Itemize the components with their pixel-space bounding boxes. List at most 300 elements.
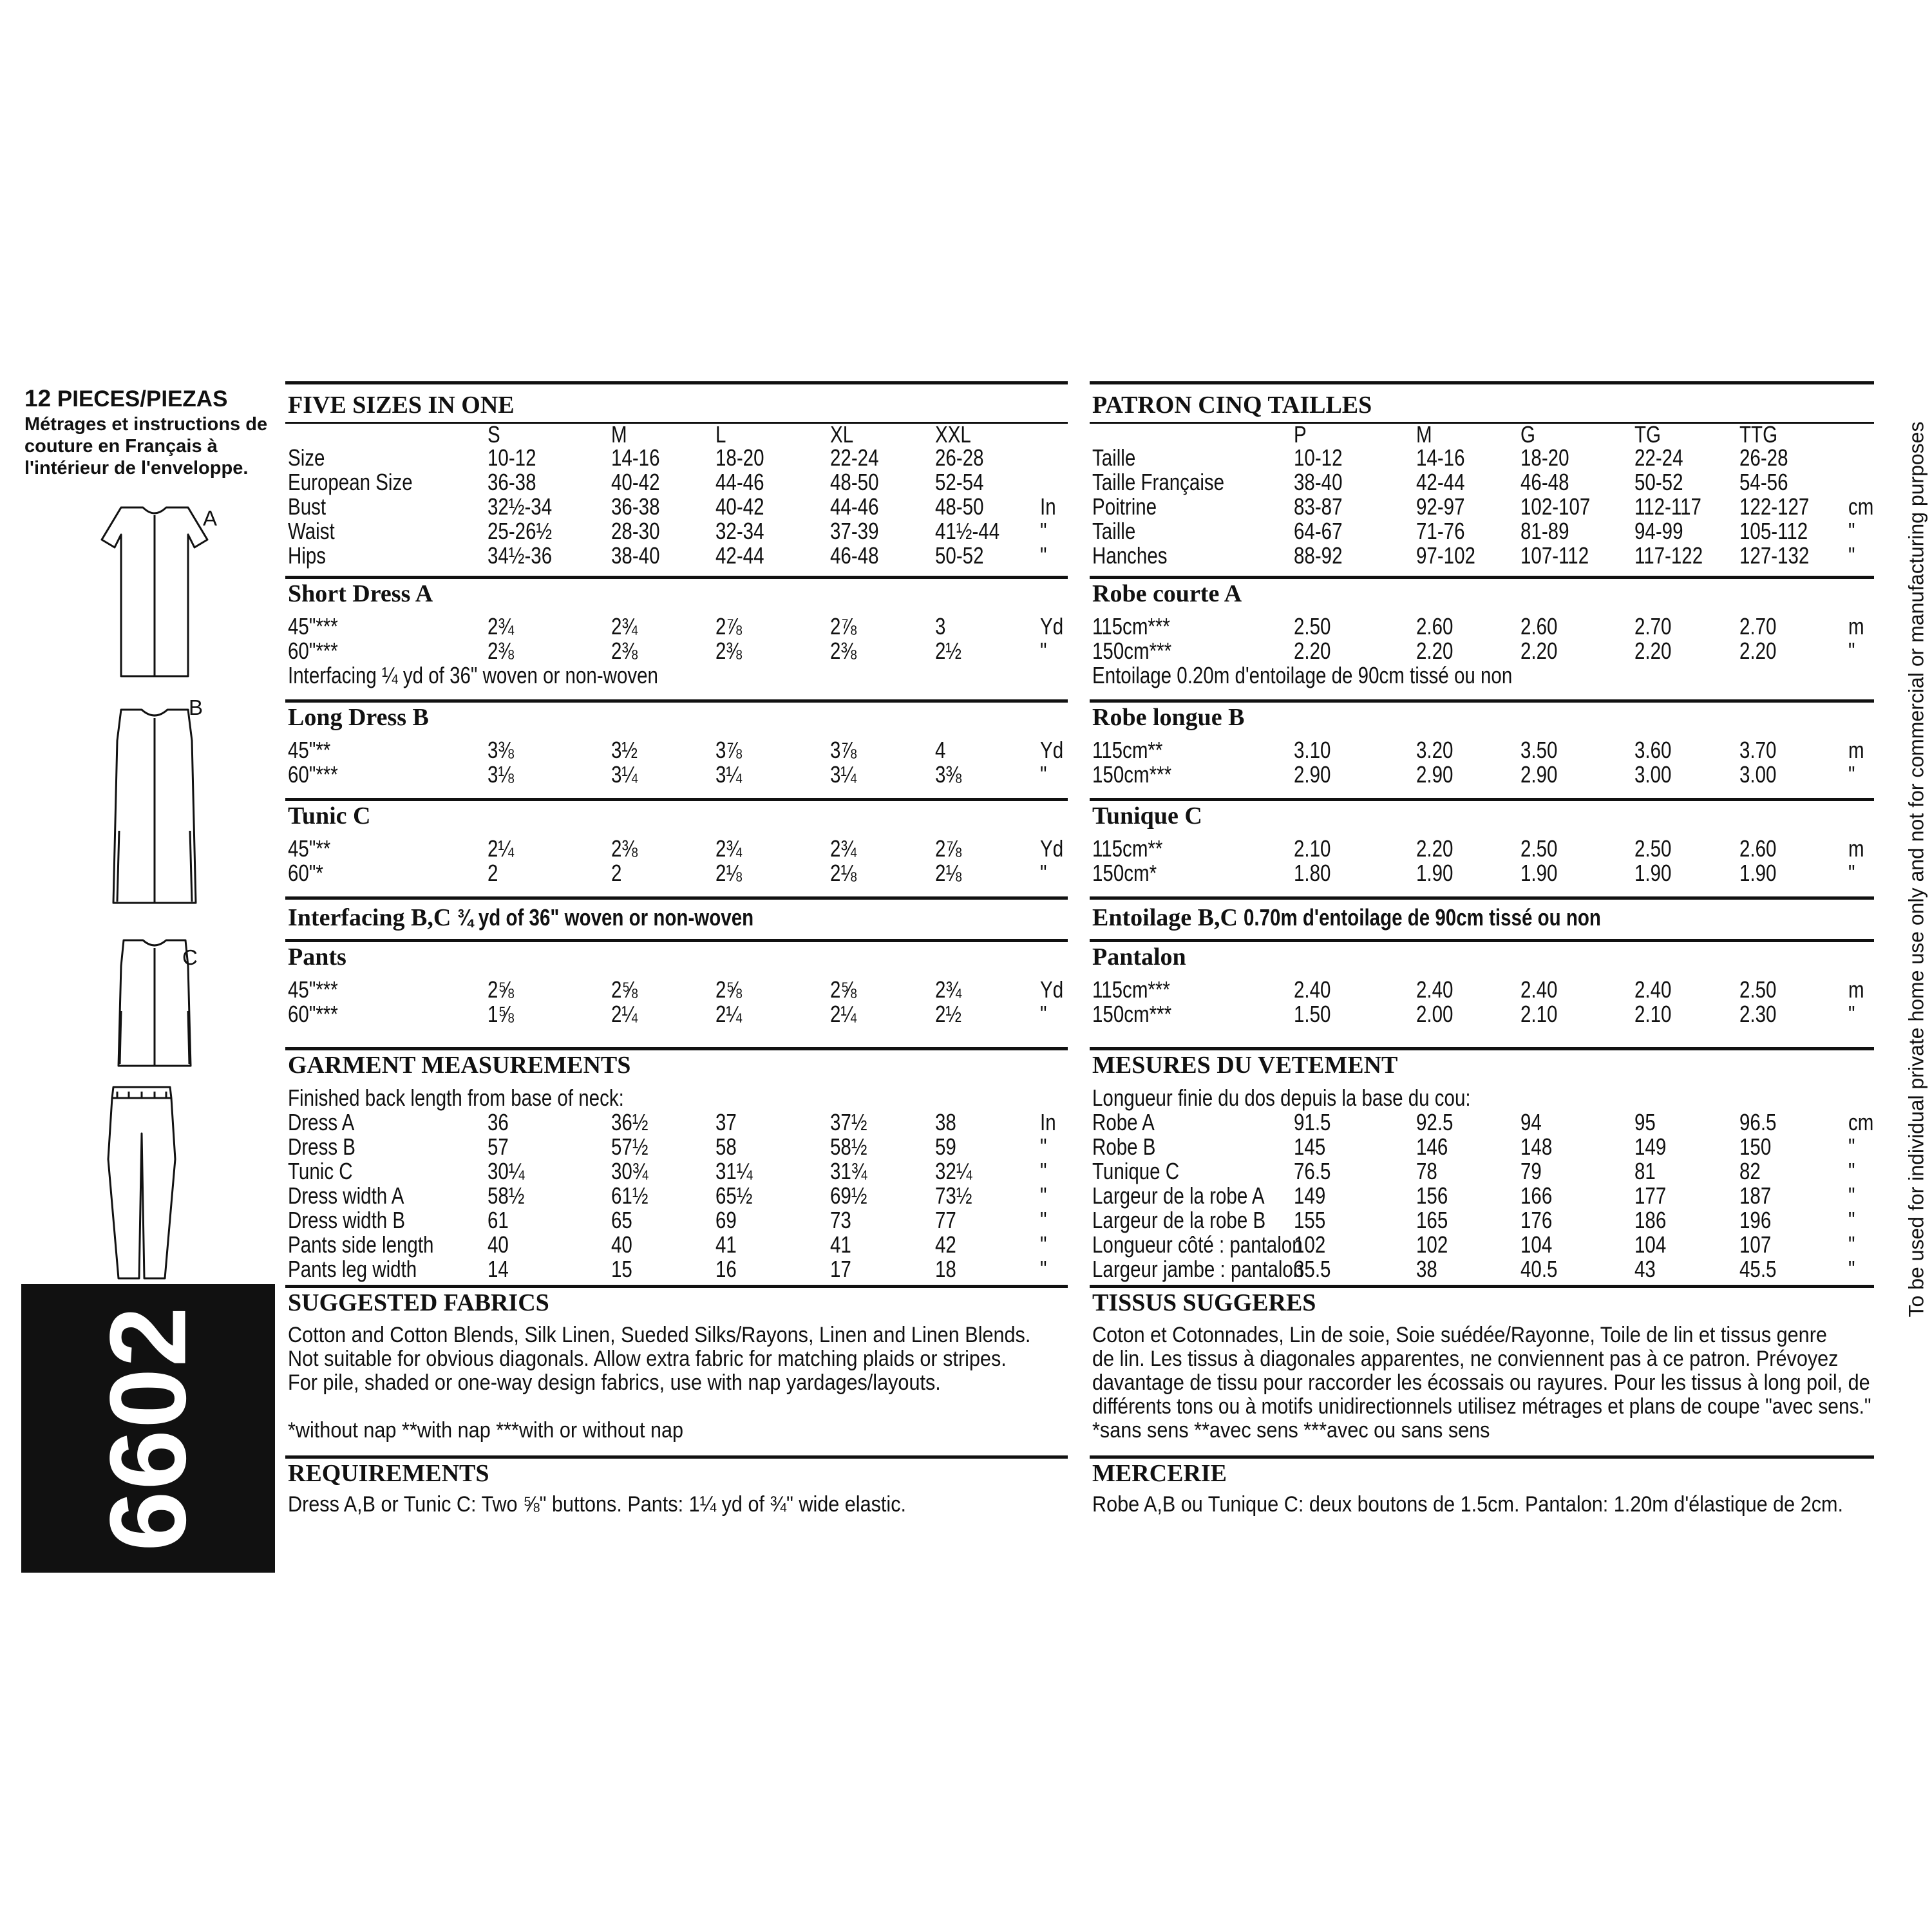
measurement-row-value: 41 — [715, 1231, 737, 1258]
section-rule-heavy — [1090, 699, 1874, 703]
size-row-value: 44-46 — [715, 469, 764, 495]
measurement-row-value: 177 — [1634, 1182, 1667, 1209]
measurement-row-value: 104 — [1634, 1231, 1667, 1258]
measurement-row-value: 150 — [1739, 1133, 1772, 1160]
pants-drawing — [108, 1087, 175, 1278]
yardage-row-unit: m — [1848, 835, 1864, 862]
size-row-label: Hanches — [1092, 542, 1168, 569]
measurement-row-value: 187 — [1739, 1182, 1772, 1209]
tunic-c-drawing — [118, 940, 191, 1066]
measurement-row-unit: cm — [1848, 1109, 1874, 1135]
yardage-row-label: 150cm*** — [1092, 761, 1172, 788]
yardage-row-value: 2¾ — [488, 613, 515, 639]
size-header: TTG — [1739, 421, 1778, 448]
yardage-row-unit: " — [1848, 1001, 1855, 1027]
garment-line-drawings — [0, 0, 283, 1288]
yardage-row-unit: Yd — [1040, 835, 1064, 862]
measurement-row-value: 149 — [1294, 1182, 1326, 1209]
yardage-row-value: 2¼ — [488, 835, 515, 862]
yardage-row-value: 2⅜ — [611, 835, 638, 862]
size-row-value: 46-48 — [1520, 469, 1569, 495]
yardage-row-value: 2.50 — [1294, 613, 1331, 639]
size-row-unit: " — [1040, 518, 1047, 544]
measurement-row-value: 58 — [715, 1133, 737, 1160]
yardage-row-value: 1⅝ — [488, 1001, 515, 1027]
fabric-section-title: Tunic C — [288, 802, 371, 829]
interfacing-text: ¾ yd of 36" woven or non-woven — [457, 904, 753, 931]
measurement-row-value: 81 — [1634, 1158, 1656, 1184]
garment-subtitle: Longueur finie du dos depuis la base du cou: — [1092, 1084, 1471, 1111]
measurement-row-value: 61½ — [611, 1182, 649, 1209]
section-rule-heavy — [285, 1047, 1068, 1050]
yardage-row-unit: m — [1848, 737, 1864, 763]
yardage-row-value: 2.20 — [1294, 638, 1331, 664]
yardage-row-value: 2.60 — [1416, 613, 1454, 639]
yardage-row-unit: " — [1040, 638, 1047, 664]
size-row-value: 38-40 — [1294, 469, 1343, 495]
measurement-row-label: Pants leg width — [288, 1256, 417, 1282]
usage-disclaimer: To be used for individual private home use only and not for commercial or manufacturing purposes — [1904, 421, 1928, 1318]
size-row-value: 122-127 — [1739, 493, 1810, 520]
yardage-row-value: 1.90 — [1416, 860, 1454, 886]
measurement-row-unit: " — [1040, 1158, 1047, 1184]
size-row-value: 112-117 — [1634, 493, 1701, 520]
yardage-row-value: 2⅞ — [935, 835, 962, 862]
measurement-row-unit: " — [1848, 1182, 1855, 1209]
english-panel — [285, 381, 1068, 1573]
requirements-text: Dress A,B or Tunic C: Two ⅝" buttons. Pants: 1¼ yd of ¾" wide elastic. — [288, 1492, 907, 1517]
yardage-row-value: 2¾ — [830, 835, 857, 862]
panel-title: FIVE SIZES IN ONE — [288, 392, 515, 419]
measurement-row-value: 42 — [935, 1231, 956, 1258]
section-rule-heavy — [285, 939, 1068, 942]
yardage-row-value: 3⅜ — [488, 737, 515, 763]
measurement-row-label: Pants side length — [288, 1231, 434, 1258]
size-row-value: 22-24 — [830, 444, 879, 471]
yardage-row-value: 3½ — [611, 737, 638, 763]
measurement-row-label: Largeur de la robe B — [1092, 1207, 1266, 1233]
yardage-row-value: 2¾ — [935, 976, 962, 1003]
size-row-value: 92-97 — [1416, 493, 1465, 520]
measurement-row-value: 41 — [830, 1231, 851, 1258]
measurement-row-unit: " — [1040, 1182, 1047, 1209]
measurement-row-value: 18 — [935, 1256, 956, 1282]
yardage-row-label: 60"*** — [288, 638, 338, 664]
yardage-row-unit: Yd — [1040, 737, 1064, 763]
section-rule-heavy — [285, 1285, 1068, 1288]
size-row-unit: " — [1040, 542, 1047, 569]
size-row-unit: " — [1848, 542, 1855, 569]
size-row-value: 46-48 — [830, 542, 879, 569]
measurement-row-value: 82 — [1739, 1158, 1761, 1184]
section-rule-heavy — [285, 699, 1068, 703]
size-row-value: 97-102 — [1416, 542, 1475, 569]
yardage-row-value: 2⅝ — [488, 976, 515, 1003]
french-instructions-note: Métrages et instructions de couture en Français à l'intérieur de l'enveloppe. — [24, 414, 268, 478]
size-row-unit: cm — [1848, 493, 1874, 520]
measurement-row-value: 69½ — [830, 1182, 867, 1209]
yardage-row-value: 2½ — [935, 638, 962, 664]
measurement-row-value: 77 — [935, 1207, 956, 1233]
measurement-row-value: 155 — [1294, 1207, 1326, 1233]
measurement-row-value: 145 — [1294, 1133, 1326, 1160]
measurement-row-value: 58½ — [488, 1182, 525, 1209]
yardage-row-label: 60"*** — [288, 1001, 338, 1027]
yardage-row-label: 150cm*** — [1092, 638, 1172, 664]
measurement-row-value: 148 — [1520, 1133, 1553, 1160]
yardage-row-value: 3.50 — [1520, 737, 1558, 763]
size-row-value: 41½-44 — [935, 518, 1000, 544]
measurement-row-value: 176 — [1520, 1207, 1553, 1233]
size-row-value: 48-50 — [935, 493, 984, 520]
measurement-row-value: 73½ — [935, 1182, 972, 1209]
measurement-row-value: 40 — [488, 1231, 509, 1258]
size-header: M — [611, 421, 627, 448]
section-rule-heavy — [1090, 896, 1874, 900]
measurement-row-value: 58½ — [830, 1133, 867, 1160]
nap-legend: *without nap **with nap ***with or without nap — [288, 1418, 684, 1443]
measurement-row-value: 146 — [1416, 1133, 1448, 1160]
yardage-row-value: 2 — [488, 860, 498, 886]
yardage-row-value: 2⅜ — [715, 638, 743, 664]
measurement-row-unit: " — [1848, 1207, 1855, 1233]
panel-title: PATRON CINQ TAILLES — [1092, 392, 1372, 419]
size-row-value: 42-44 — [1416, 469, 1465, 495]
yardage-row-value: 3¼ — [830, 761, 857, 788]
yardage-row-unit: " — [1040, 860, 1047, 886]
interfacing-line — [288, 905, 819, 931]
measurement-row-value: 36½ — [611, 1109, 649, 1135]
yardage-row-value: 3⅞ — [830, 737, 857, 763]
measurement-row-value: 69 — [715, 1207, 737, 1233]
measurement-row-label: Longueur côté : pantalon — [1092, 1231, 1303, 1258]
yardage-row-value: 3.00 — [1634, 761, 1672, 788]
pattern-number: 6602 — [87, 1305, 209, 1551]
size-row-value: 28-30 — [611, 518, 660, 544]
fabric-section-title: Tunique C — [1092, 802, 1202, 829]
measurement-row-unit: " — [1848, 1256, 1855, 1282]
yardage-row-value: 2⅛ — [935, 860, 962, 886]
size-row-value: 50-52 — [1634, 469, 1683, 495]
size-header: L — [715, 421, 726, 448]
garment-subtitle: Finished back length from base of neck: — [288, 1084, 624, 1111]
fabrics-line: For pile, shaded or one-way design fabrics, use with nap yardages/layouts. — [288, 1370, 941, 1395]
measurement-row-value: 104 — [1520, 1231, 1553, 1258]
yardage-row-value: 2⅛ — [715, 860, 743, 886]
yardage-row-unit: Yd — [1040, 613, 1064, 639]
yardage-row-value: 2.40 — [1416, 976, 1454, 1003]
measurement-row-value: 65½ — [715, 1182, 753, 1209]
yardage-row-unit: m — [1848, 613, 1864, 639]
section-rule-heavy — [1090, 798, 1874, 801]
measurement-row-label: Largeur de la robe A — [1092, 1182, 1265, 1209]
yardage-row-value: 2.20 — [1634, 638, 1672, 664]
section-rule-heavy — [1090, 576, 1874, 579]
measurement-row-value: 37½ — [830, 1109, 867, 1135]
measurement-row-value: 17 — [830, 1256, 851, 1282]
measurement-row-value: 73 — [830, 1207, 851, 1233]
measurement-row-unit: " — [1848, 1158, 1855, 1184]
yardage-row-value: 2.60 — [1520, 613, 1558, 639]
fabric-section-title: Robe courte A — [1092, 580, 1242, 607]
yardage-row-value: 2.20 — [1416, 638, 1454, 664]
size-row-label: Taille — [1092, 518, 1136, 544]
yardage-row-value: 2.40 — [1294, 976, 1331, 1003]
yardage-row-value: 3¼ — [715, 761, 743, 788]
fabrics-line: différents tons ou à motifs unidirectionnels utilisez métrages et plans de coupe "avec sens." — [1092, 1394, 1871, 1419]
size-row-value: 81-89 — [1520, 518, 1569, 544]
size-row-value: 36-38 — [488, 469, 536, 495]
size-row-value: 34½-36 — [488, 542, 553, 569]
size-row-value: 44-46 — [830, 493, 879, 520]
measurement-row-value: 30¼ — [488, 1158, 525, 1184]
requirements-title: MERCERIE — [1092, 1460, 1227, 1487]
yardage-row-value: 2.60 — [1739, 835, 1777, 862]
size-row-value: 88-92 — [1294, 542, 1343, 569]
yardage-row-value: 2⅞ — [715, 613, 743, 639]
size-row-label: Taille — [1092, 444, 1136, 471]
yardage-row-value: 2.50 — [1739, 976, 1777, 1003]
measurement-row-value: 92.5 — [1416, 1109, 1454, 1135]
yardage-row-value: 2½ — [935, 1001, 962, 1027]
size-header: XL — [830, 421, 854, 448]
yardage-row-unit: " — [1040, 1001, 1047, 1027]
section-rule-heavy — [1090, 1285, 1874, 1288]
fabrics-line: Coton et Cotonnades, Lin de soie, Soie suédée/Rayonne, Toile de lin et tissus genre — [1092, 1323, 1827, 1347]
section-rule-heavy — [1090, 939, 1874, 942]
size-row-value: 52-54 — [935, 469, 984, 495]
yardage-row-value: 2.00 — [1416, 1001, 1454, 1027]
measurement-row-value: 57½ — [611, 1133, 649, 1160]
measurement-row-value: 65 — [611, 1207, 632, 1233]
yardage-row-value: 2.10 — [1520, 1001, 1558, 1027]
size-row-value: 37-39 — [830, 518, 879, 544]
measurement-row-label: Robe B — [1092, 1133, 1156, 1160]
yardage-row-value: 3.00 — [1739, 761, 1777, 788]
yardage-row-value: 2⅜ — [830, 638, 857, 664]
yardage-row-value: 3⅜ — [935, 761, 962, 788]
view-label-c: C — [182, 945, 198, 969]
fabric-section-title: Long Dress B — [288, 704, 429, 731]
yardage-row-label: 115cm** — [1092, 737, 1163, 763]
measurement-row-value: 16 — [715, 1256, 737, 1282]
yardage-row-value: 2.40 — [1634, 976, 1672, 1003]
section-rule-heavy — [285, 1455, 1068, 1459]
size-header: TG — [1634, 421, 1661, 448]
measurement-row-value: 31¼ — [715, 1158, 753, 1184]
yardage-row-unit: " — [1040, 761, 1047, 788]
yardage-row-label: 115cm*** — [1092, 976, 1170, 1003]
measurement-row-value: 94 — [1520, 1109, 1542, 1135]
measurement-row-value: 38 — [1416, 1256, 1437, 1282]
yardage-row-value: 2¾ — [715, 835, 743, 862]
measurement-row-value: 37 — [715, 1109, 737, 1135]
measurement-row-label: Robe A — [1092, 1109, 1155, 1135]
interfacing-line — [1092, 905, 1680, 931]
section-rule-heavy — [1090, 1455, 1874, 1459]
measurement-row-unit: " — [1040, 1256, 1047, 1282]
measurement-row-value: 32¼ — [935, 1158, 972, 1184]
size-row-value: 83-87 — [1294, 493, 1343, 520]
view-label-b: B — [189, 696, 204, 719]
size-row-value: 14-16 — [1416, 444, 1465, 471]
yardage-row-unit: Yd — [1040, 976, 1064, 1003]
yardage-row-value: 1.90 — [1520, 860, 1558, 886]
size-header: XXL — [935, 421, 971, 448]
section-rule-heavy — [285, 798, 1068, 801]
measurement-row-value: 15 — [611, 1256, 632, 1282]
yardage-row-label: 150cm* — [1092, 860, 1157, 886]
suggested-fabrics-title: TISSUS SUGGERES — [1092, 1289, 1316, 1316]
measurement-row-value: 36 — [488, 1109, 509, 1135]
size-row-value: 42-44 — [715, 542, 764, 569]
measurement-row-value: 38 — [935, 1109, 956, 1135]
size-row-value: 25-26½ — [488, 518, 553, 544]
section-rule-heavy — [285, 381, 1068, 384]
yardage-row-label: 60"* — [288, 860, 323, 886]
yardage-row-value: 2⅜ — [611, 638, 638, 664]
measurement-row-value: 35.5 — [1294, 1256, 1331, 1282]
measurement-row-unit: In — [1040, 1109, 1056, 1135]
yardage-row-value: 2.10 — [1634, 1001, 1672, 1027]
size-row-label: Bust — [288, 493, 327, 520]
size-row-value: 40-42 — [715, 493, 764, 520]
measurement-row-value: 40.5 — [1520, 1256, 1558, 1282]
yardage-row-value: 2.70 — [1739, 613, 1777, 639]
suggested-fabrics-title: SUGGESTED FABRICS — [288, 1289, 549, 1316]
yardage-row-value: 2⅞ — [830, 613, 857, 639]
measurement-row-value: 45.5 — [1739, 1256, 1777, 1282]
size-header: P — [1294, 421, 1307, 448]
measurement-row-value: 165 — [1416, 1207, 1448, 1233]
yardage-row-value: 3⅞ — [715, 737, 743, 763]
yardage-row-unit: " — [1848, 761, 1855, 788]
size-row-value: 18-20 — [1520, 444, 1569, 471]
measurement-row-value: 78 — [1416, 1158, 1437, 1184]
yardage-row-value: 2¼ — [715, 1001, 743, 1027]
measurement-row-value: 31¾ — [830, 1158, 867, 1184]
size-row-value: 10-12 — [1294, 444, 1343, 471]
size-row-value: 22-24 — [1634, 444, 1683, 471]
interfacing-title: Interfacing B,C — [288, 904, 451, 931]
size-header: M — [1416, 421, 1432, 448]
yardage-row-label: 45"** — [288, 737, 331, 763]
yardage-row-value: 3 — [935, 613, 946, 639]
yardage-row-label: 115cm** — [1092, 835, 1163, 862]
measurement-row-value: 79 — [1520, 1158, 1542, 1184]
measurement-row-label: Dress width B — [288, 1207, 406, 1233]
measurement-row-label: Dress width A — [288, 1182, 404, 1209]
interfacing-text: 0.70m d'entoilage de 90cm tissé ou non — [1244, 904, 1602, 931]
measurement-row-value: 149 — [1634, 1133, 1667, 1160]
measurement-row-label: Tunique C — [1092, 1158, 1180, 1184]
size-row-value: 48-50 — [830, 469, 879, 495]
size-row-value: 50-52 — [935, 542, 984, 569]
interfacing-note: Interfacing ¼ yd of 36" woven or non-woven — [288, 662, 658, 688]
yardage-row-value: 2.90 — [1294, 761, 1331, 788]
yardage-row-label: 45"*** — [288, 976, 338, 1003]
measurement-row-value: 196 — [1739, 1207, 1772, 1233]
yardage-row-value: 3¼ — [611, 761, 638, 788]
measurement-row-unit: " — [1040, 1231, 1047, 1258]
yardage-row-value: 4 — [935, 737, 946, 763]
yardage-row-value: 2¼ — [830, 1001, 857, 1027]
size-row-value: 26-28 — [1739, 444, 1788, 471]
interfacing-title: Entoilage B,C — [1092, 904, 1238, 931]
size-row-value: 94-99 — [1634, 518, 1683, 544]
size-row-unit: In — [1040, 493, 1056, 520]
measurement-row-label: Tunic C — [288, 1158, 353, 1184]
nap-legend: *sans sens **avec sens ***avec ou sans sens — [1092, 1418, 1490, 1443]
measurement-row-value: 186 — [1634, 1207, 1667, 1233]
measurement-row-unit: " — [1848, 1231, 1855, 1258]
yardage-row-value: 3.60 — [1634, 737, 1672, 763]
size-row-value: 40-42 — [611, 469, 660, 495]
garment-measurements-title: GARMENT MEASUREMENTS — [288, 1052, 631, 1079]
measurement-row-unit: " — [1040, 1207, 1047, 1233]
fabric-section-title: Short Dress A — [288, 580, 433, 607]
section-rule-heavy — [285, 576, 1068, 579]
size-row-value: 107-112 — [1520, 542, 1589, 569]
measurement-row-value: 102 — [1416, 1231, 1448, 1258]
long-dress-b-drawing — [113, 710, 196, 903]
size-row-value: 32-34 — [715, 518, 764, 544]
yardage-row-value: 1.80 — [1294, 860, 1331, 886]
size-row-value: 10-12 — [488, 444, 536, 471]
measurement-row-value: 43 — [1634, 1256, 1656, 1282]
size-row-value: 26-28 — [935, 444, 984, 471]
fabrics-line: Cotton and Cotton Blends, Silk Linen, Sueded Silks/Rayons, Linen and Linen Blends. — [288, 1323, 1031, 1347]
size-row-label: Size — [288, 444, 325, 471]
size-row-label: Waist — [288, 518, 335, 544]
size-row-value: 54-56 — [1739, 469, 1788, 495]
yardage-row-value: 2.70 — [1634, 613, 1672, 639]
measurement-row-value: 76.5 — [1294, 1158, 1331, 1184]
short-dress-a-drawing — [102, 507, 207, 676]
measurement-row-value: 107 — [1739, 1231, 1772, 1258]
size-row-value: 102-107 — [1520, 493, 1591, 520]
measurement-row-value: 30¾ — [611, 1158, 649, 1184]
measurement-row-label: Dress A — [288, 1109, 355, 1135]
measurement-row-value: 61 — [488, 1207, 509, 1233]
size-row-value: 18-20 — [715, 444, 764, 471]
size-row-value: 64-67 — [1294, 518, 1343, 544]
size-row-value: 105-112 — [1739, 518, 1808, 544]
yardage-row-value: 2.30 — [1739, 1001, 1777, 1027]
yardage-row-value: 2.50 — [1634, 835, 1672, 862]
yardage-row-label: 150cm*** — [1092, 1001, 1172, 1027]
requirements-text: Robe A,B ou Tunique C: deux boutons de 1.5cm. Pantalon: 1.20m d'élastique de 2cm. — [1092, 1492, 1844, 1517]
yardage-row-value: 2.50 — [1520, 835, 1558, 862]
measurement-row-value: 59 — [935, 1133, 956, 1160]
yardage-row-unit: m — [1848, 976, 1864, 1003]
yardage-row-value: 2⅝ — [611, 976, 638, 1003]
yardage-row-unit: " — [1848, 860, 1855, 886]
size-row-label: Taille Française — [1092, 469, 1225, 495]
pieces-count: 12 PIECES/PIEZAS — [24, 385, 228, 412]
measurement-row-value: 57 — [488, 1133, 509, 1160]
size-row-value: 14-16 — [611, 444, 660, 471]
yardage-row-label: 45"** — [288, 835, 331, 862]
yardage-row-value: 2⅛ — [830, 860, 857, 886]
yardage-row-value: 2⅜ — [488, 638, 515, 664]
yardage-row-label: 45"*** — [288, 613, 338, 639]
yardage-row-value: 2⅝ — [715, 976, 743, 1003]
yardage-row-value: 2.10 — [1294, 835, 1331, 862]
yardage-row-value: 2 — [611, 860, 622, 886]
fabric-section-title: Robe longue B — [1092, 704, 1245, 731]
measurement-row-value: 14 — [488, 1256, 509, 1282]
